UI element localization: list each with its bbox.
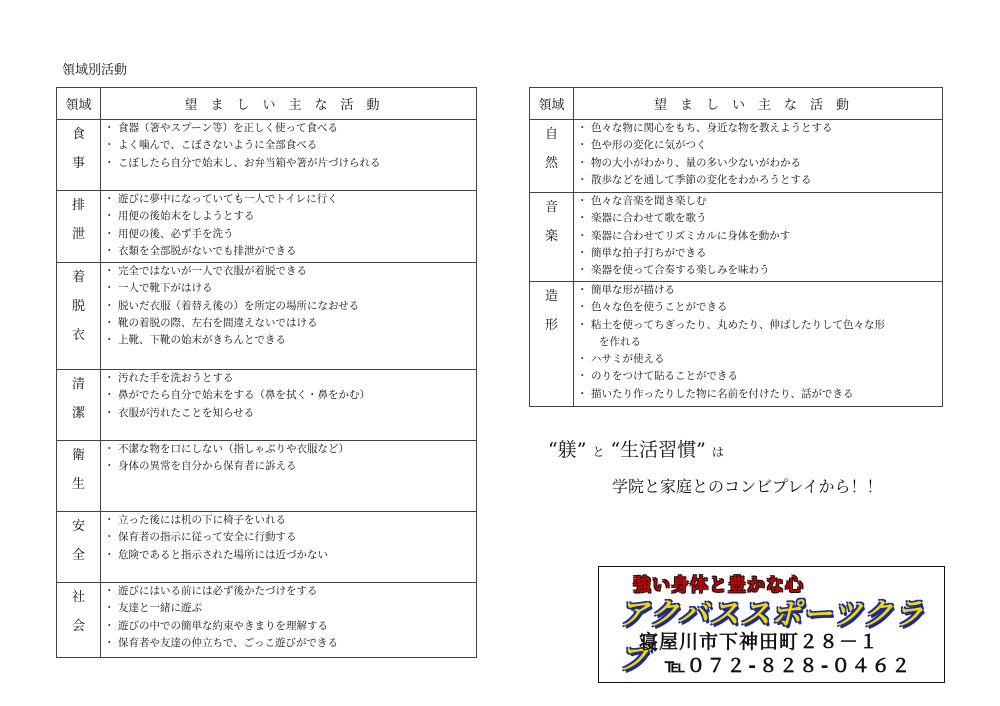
activity-item: ・ 立った後には机の下に椅子をいれる xyxy=(107,512,472,529)
logo-address: 寝屋川市下神田町２８－１ xyxy=(639,631,880,653)
domain-char: 自 xyxy=(544,127,558,142)
slogan-and: と xyxy=(592,445,605,459)
activity-item: ・ 汚れた手を洗おうとする xyxy=(107,370,472,387)
domain-char: 清 xyxy=(71,377,85,392)
activity-list xyxy=(101,583,476,652)
activity-list xyxy=(101,512,476,564)
activities-table-left xyxy=(56,87,477,658)
activity-item: ・ 物の大小がわかり、量の多い少ないがわかる xyxy=(580,155,938,172)
activity-item: ・ 友達と一緒に遊ぶ xyxy=(107,600,472,617)
logo-tagline: 強い身体と豊かな心 xyxy=(633,575,804,596)
header-activities xyxy=(574,88,943,120)
activity-item: ・ 楽器に合わせてリズミカルに身体を動かす xyxy=(580,228,938,245)
domain-char: 着 xyxy=(71,270,85,285)
domain-label xyxy=(57,263,101,370)
activity-list-cell xyxy=(101,263,477,370)
activity-item: ・ 散歩などを通して季節の変化をわかろうとする xyxy=(580,172,938,189)
table-header-row xyxy=(530,88,943,120)
domain-char: 全 xyxy=(71,548,85,563)
activity-item: ・ 一人で靴下がはける xyxy=(107,280,472,297)
slogan-word-habits: “生活習慣” xyxy=(610,439,706,461)
domain-char: 音 xyxy=(544,200,558,215)
activity-item: ・ こぼしたら自分で始末し、お弁当箱や箸が片づけられる xyxy=(107,155,472,172)
activity-list-cell xyxy=(574,193,943,282)
domain-row xyxy=(57,191,477,263)
activity-item: ・ 粘土を使ってちぎったり、丸めたり、伸ばしたりして色々な形 xyxy=(580,317,938,334)
domain-char: 食 xyxy=(71,127,85,142)
slogan-word-shitsuke: “躾” xyxy=(548,439,587,461)
activity-list xyxy=(574,120,942,189)
activity-item: ・ 遊びに夢中になっていても一人でトイレに行く xyxy=(107,191,472,208)
activity-list-cell xyxy=(101,512,477,583)
header-activities-label: 望ましい主な活動 xyxy=(184,98,393,113)
activity-item: ・ 完全ではないが一人で衣服が着脱できる xyxy=(107,263,472,280)
activity-item: ・ 用便の後始末をしようとする xyxy=(107,208,472,225)
domain-row xyxy=(530,282,943,407)
activity-list xyxy=(101,191,476,260)
activity-list-cell xyxy=(101,441,477,512)
activity-item: ・ 衣類を全部脱がないでも排泄ができる xyxy=(107,243,472,260)
domain-char: 形 xyxy=(544,318,558,333)
header-activities xyxy=(101,88,477,120)
activity-item: ・ ハサミが使える xyxy=(580,351,938,368)
activity-list xyxy=(101,263,476,349)
domain-char: 生 xyxy=(71,477,85,492)
activity-list-cell xyxy=(101,370,477,441)
activity-item: ・ 衣服が汚れたことを知らせる xyxy=(107,405,472,422)
activity-list xyxy=(101,441,476,476)
domain-row xyxy=(57,120,477,191)
activity-item: ・ 簡単な形が描ける xyxy=(580,282,938,299)
activity-item: ・ 靴の着脱の際、左右を間違えないではける xyxy=(107,315,472,332)
domain-row xyxy=(57,370,477,441)
domain-label xyxy=(57,191,101,263)
left-table-body xyxy=(57,120,477,658)
activity-item: ・ 用便の後、必ず手を洗う xyxy=(107,226,472,243)
domain-label xyxy=(530,120,574,193)
domain-char: 脱 xyxy=(71,299,85,314)
domain-char: 社 xyxy=(71,590,85,605)
activity-item: ・ 色々な物に関心をもち、身近な物を教えようとする xyxy=(580,120,938,137)
domain-label xyxy=(57,120,101,191)
domain-label xyxy=(57,441,101,512)
activity-list-cell xyxy=(574,282,943,407)
activity-item: ・ 食器（箸やスプーン等）を正しく使って食べる xyxy=(107,120,472,137)
activity-item: ・ 保育者や友達の仲立ちで、ごっこ遊びができる xyxy=(107,635,472,652)
club-logo xyxy=(598,566,945,683)
activity-list xyxy=(574,193,942,279)
logo-phone: ℡０７２-８２８-０４６２ xyxy=(665,655,912,677)
domain-label xyxy=(530,193,574,282)
domain-char: 潔 xyxy=(71,406,85,421)
activity-item: ・ 楽器に合わせて歌を歌う xyxy=(580,210,938,227)
page-heading: 領域別活動 xyxy=(62,63,128,78)
activity-list-cell xyxy=(101,120,477,191)
slogan-line1 xyxy=(548,435,730,462)
domain-row xyxy=(57,263,477,370)
right-table-body xyxy=(530,120,943,407)
domain-label xyxy=(57,583,101,658)
domain-label xyxy=(57,370,101,441)
domain-row xyxy=(530,193,943,282)
activity-item: ・ 色や形の変化に気がつく xyxy=(580,137,938,154)
activity-item: ・ 上靴、下靴の始末がきちんとできる xyxy=(107,332,472,349)
domain-char: 排 xyxy=(71,198,85,213)
logo-club-name: アクバススポーツクラブ xyxy=(619,597,925,676)
activities-table-right xyxy=(529,87,943,407)
domain-row xyxy=(530,120,943,193)
activity-list-cell xyxy=(574,120,943,193)
domain-char: 然 xyxy=(544,156,558,171)
activity-item: ・ 危険であると指示された場所には近づかない xyxy=(107,547,472,564)
activity-list xyxy=(101,370,476,422)
slogan-line2: 学院と家庭とのコンビプレイから！！ xyxy=(612,477,883,496)
activity-item: ・ 脱いだ衣服（着替え後の）を所定の場所になおせる xyxy=(107,298,472,315)
domain-char: 衣 xyxy=(71,328,85,343)
activity-item: ・ 遊びにはいる前には必ず後かたづけをする xyxy=(107,583,472,600)
domain-label xyxy=(57,512,101,583)
activity-item: ・ のりをつけて貼ることができる xyxy=(580,368,938,385)
activity-item: ・ 描いたり作ったりした物に名前を付けたり、話ができる xyxy=(580,386,938,403)
domain-label xyxy=(530,282,574,407)
activity-list-cell xyxy=(101,191,477,263)
activity-list-cell xyxy=(101,583,477,658)
domain-row xyxy=(57,441,477,512)
domain-char: 衛 xyxy=(71,448,85,463)
domain-char: 泄 xyxy=(71,227,85,242)
activity-item: ・ 楽器を使って合奏する楽しみを味わう xyxy=(580,262,938,279)
domain-char: 造 xyxy=(544,289,558,304)
activity-item: ・ 簡単な拍子打ちができる xyxy=(580,245,938,262)
activity-item: ・ 遊びの中での簡単な約束やきまりを理解する xyxy=(107,618,472,635)
domain-row xyxy=(57,512,477,583)
header-domain: 領域 xyxy=(530,88,574,120)
header-activities-label: 望ましい主な活動 xyxy=(653,98,862,113)
domain-row xyxy=(57,583,477,658)
activity-item: ・ 鼻がでたら自分で始末をする（鼻を拭く・鼻をかむ） xyxy=(107,387,472,404)
domain-char: 会 xyxy=(71,619,85,634)
activity-item: ・ 身体の異常を自分から保育者に訴える xyxy=(107,458,472,475)
domain-char: 安 xyxy=(71,519,85,534)
activity-list xyxy=(101,120,476,172)
domain-char: 事 xyxy=(71,156,85,171)
activity-item: ・ 色々な色を使うことができる xyxy=(580,299,938,316)
activity-item: ・ 保育者の指示に従って安全に行動する xyxy=(107,529,472,546)
activity-item: ・ 色々な音楽を聞き楽しむ xyxy=(580,193,938,210)
activity-item: ・ よく噛んで、こぼさないように全部食べる xyxy=(107,137,472,154)
domain-char: 楽 xyxy=(544,229,558,244)
activity-list xyxy=(574,282,942,403)
header-domain: 領域 xyxy=(57,88,101,120)
table-header-row xyxy=(57,88,477,120)
slogan-particle: は xyxy=(711,445,724,459)
activity-item: を作れる xyxy=(599,335,641,348)
activity-item: ・ 不潔な物を口にしない（指しゃぶりや衣服など） xyxy=(107,441,472,458)
